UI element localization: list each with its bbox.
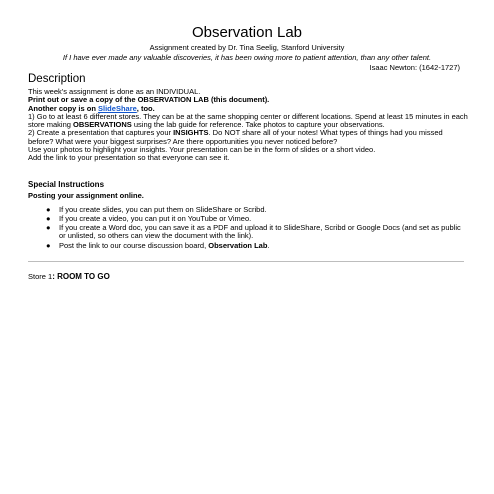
- list-item: [28, 242, 468, 250]
- section-divider: [28, 261, 464, 262]
- step-1-keyword: OBSERVATIONS: [73, 120, 132, 130]
- slideshare-link[interactable]: SlideShare: [98, 103, 137, 113]
- list-item-text: Post the link to our course discussion board,: [59, 240, 209, 250]
- quote-author: Isaac Newton: (1642-1727): [369, 62, 460, 72]
- instructions-list: [28, 206, 468, 251]
- step-1: [28, 113, 468, 130]
- step-2: [28, 129, 468, 146]
- special-instructions-heading: Special Instructions: [28, 180, 105, 189]
- add-link-line: Add the link to your presentation so that everyone can see it.: [28, 153, 230, 163]
- description-heading: Description: [28, 73, 86, 85]
- document-subtitle: Assignment created by Dr. Tina Seelig, Stanford University: [149, 43, 345, 52]
- bullet-icon: ●: [46, 223, 51, 233]
- store-label: Store 1: [28, 272, 53, 281]
- list-item-text: If you create a Word doc, you can save it as a PDF and upload it to SlideShare, Scribd or Google Docs (and set as public or unlisted, so others can view the document with the link).: [59, 223, 461, 241]
- store-name: : ROOM TO GO: [52, 272, 110, 281]
- step-1-text-a: 1) Go to at least 6 different stores. They can be at the same shopping center or different locations. Spend at least 15 minutes in each store making: [28, 111, 468, 130]
- list-item-text: If you create slides, you can put them on SlideShare or Scribd.: [59, 205, 267, 214]
- posting-heading: Posting your assignment online.: [28, 191, 144, 200]
- bullet-icon: ●: [46, 205, 51, 214]
- copy-line-suffix: , too.: [136, 103, 155, 113]
- step-1-text-b: using the lab guide for reference. Take photos to capture your observations.: [131, 120, 385, 130]
- list-item: [28, 206, 468, 214]
- bullet-icon: ●: [46, 240, 51, 250]
- list-item: [28, 224, 468, 241]
- copy-line-prefix: Another copy is on: [28, 103, 99, 113]
- list-item-text: If you create a video, you can put it on YouTube or Vimeo.: [59, 214, 252, 224]
- document-title: Observation Lab: [191, 24, 303, 41]
- description-body: [28, 88, 468, 163]
- discussion-board-name: Observation Lab: [208, 240, 268, 250]
- step-2-keyword: INSIGHTS: [173, 128, 209, 138]
- list-item: [28, 215, 468, 223]
- photos-line: Use your photos to highlight your insights. Your presentation can be in the form of slides or a short video.: [28, 145, 376, 155]
- step-2-text-a: 2) Create a presentation that captures your: [28, 128, 174, 138]
- store-heading: [28, 272, 110, 281]
- newton-quote: If I have ever made any valuable discoveries, it has been owing more to patient attention, than any other talent.: [62, 52, 432, 62]
- list-item-suffix: .: [267, 240, 270, 250]
- step-2-text-b: . Do NOT share all of your notes! What types of things had you missed before? What were your biggest surprises? Are there opportunities you never noticed before?: [28, 128, 443, 146]
- bullet-icon: ●: [46, 214, 51, 224]
- print-instruction: Print out or save a copy of the OBSERVATION LAB (this document).: [28, 95, 270, 105]
- assignment-type-line: This week's assignment is done as an INDIVIDUAL.: [28, 87, 201, 96]
